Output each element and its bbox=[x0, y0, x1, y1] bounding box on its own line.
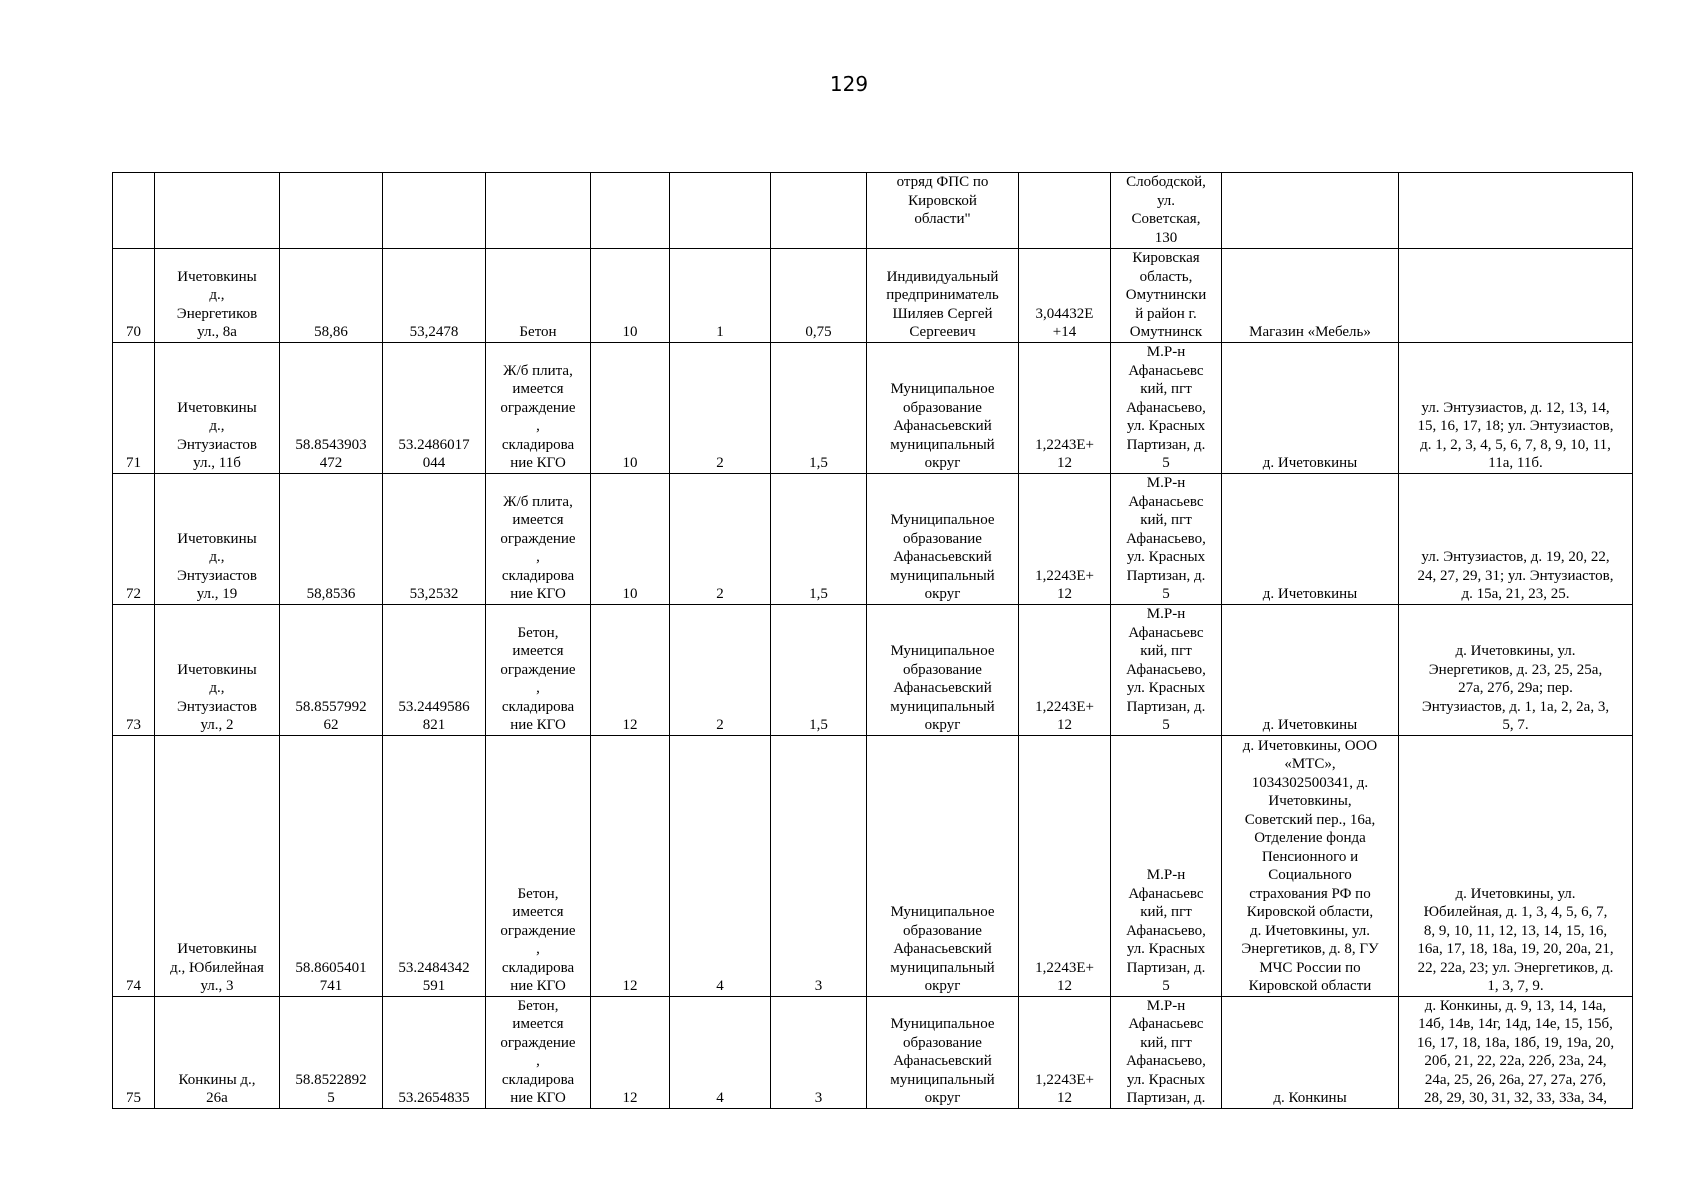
page-number: 129 bbox=[829, 72, 869, 96]
served-addresses-cell bbox=[1399, 249, 1633, 343]
ogrn-cell: 1,2243E+ 12 bbox=[1019, 473, 1111, 604]
owner-cell: Муниципальное образование Афанасьевский муниципальный округ bbox=[867, 735, 1019, 996]
served-addresses-cell: д. Ичетовкины, ул. Юбилейная, д. 1, 3, 4, 5, 6, 7, 8, 9, 10, 11, 12, 13, 14, 15, 16, 16а, 17, 18, 18а, 19, 20, 20а, 21, 22, 22а, 23; ул. Энергетиков, д. 1, 3, 7, 9. bbox=[1399, 735, 1633, 996]
served-addresses-cell: д. Конкины, д. 9, 13, 14, 14а, 14б, 14в, 14г, 14д, 14е, 15, 15б, 16, 17, 18, 18а, 18б, 19, 19а, 20, 20б, 21, 22, 22а, 22б, 23а, 24, 24а, 25, 26, 26а, 27, 27а, 27б, 28, 29, 30, 31, 32, 33, 33а, 34, bbox=[1399, 996, 1633, 1108]
owner-address-cell: Кировская область, Омутнински й район г. Омутнинск bbox=[1111, 249, 1222, 343]
owner-cell: Муниципальное образование Афанасьевский муниципальный округ bbox=[867, 604, 1019, 735]
row-number-cell: 75 bbox=[113, 996, 155, 1108]
owner-address-cell: М.Р-н Афанасьевс кий, пгт Афанасьево, ул. Красных Партизан, д. 5 bbox=[1111, 604, 1222, 735]
ogrn-cell: 1,2243E+ 12 bbox=[1019, 342, 1111, 473]
row-number-cell: 73 bbox=[113, 604, 155, 735]
site-address-cell: Ичетовкины д., Юбилейная ул., 3 bbox=[155, 735, 280, 996]
site-address-cell: Ичетовкины д., Энтузиастов ул., 2 bbox=[155, 604, 280, 735]
container-volume-cell: 1,5 bbox=[771, 342, 867, 473]
table-row bbox=[113, 342, 1633, 473]
site-address-cell: Ичетовкины д., Энтузиастов ул., 19 bbox=[155, 473, 280, 604]
owner-address-cell: М.Р-н Афанасьевс кий, пгт Афанасьево, ул. Красных Партизан, д. 5 bbox=[1111, 473, 1222, 604]
containers-count-cell: 2 bbox=[670, 604, 771, 735]
waste-source-cell: д. Конкины bbox=[1222, 996, 1399, 1108]
container-volume-cell: 3 bbox=[771, 996, 867, 1108]
row-number-cell: 74 bbox=[113, 735, 155, 996]
area-cell: 10 bbox=[591, 249, 670, 343]
table-row bbox=[113, 604, 1633, 735]
waste-source-cell: Магазин «Мебель» bbox=[1222, 249, 1399, 343]
container-volume-cell bbox=[771, 173, 867, 249]
container-volume-cell: 1,5 bbox=[771, 604, 867, 735]
latitude-cell bbox=[280, 173, 383, 249]
site-address-cell: Ичетовкины д., Энтузиастов ул., 11б bbox=[155, 342, 280, 473]
longitude-cell: 53.2654835 bbox=[383, 996, 486, 1108]
site-address-cell: Ичетовкины д., Энергетиков ул., 8а bbox=[155, 249, 280, 343]
longitude-cell bbox=[383, 173, 486, 249]
longitude-cell: 53.2484342 591 bbox=[383, 735, 486, 996]
containers-count-cell: 4 bbox=[670, 735, 771, 996]
owner-address-cell: Слободской, ул. Советская, 130 bbox=[1111, 173, 1222, 249]
containers-count-cell bbox=[670, 173, 771, 249]
latitude-cell: 58.8522892 5 bbox=[280, 996, 383, 1108]
surface-cell: Бетон bbox=[486, 249, 591, 343]
row-number-cell: 72 bbox=[113, 473, 155, 604]
longitude-cell: 53.2486017 044 bbox=[383, 342, 486, 473]
table-row bbox=[113, 473, 1633, 604]
served-addresses-cell: ул. Энтузиастов, д. 19, 20, 22, 24, 27, 29, 31; ул. Энтузиастов, д. 15а, 21, 23, 25. bbox=[1399, 473, 1633, 604]
ogrn-cell: 1,2243E+ 12 bbox=[1019, 996, 1111, 1108]
area-cell: 10 bbox=[591, 473, 670, 604]
owner-cell: Муниципальное образование Афанасьевский муниципальный округ bbox=[867, 342, 1019, 473]
area-cell: 12 bbox=[591, 996, 670, 1108]
container-volume-cell: 1,5 bbox=[771, 473, 867, 604]
served-addresses-cell: ул. Энтузиастов, д. 12, 13, 14, 15, 16, 17, 18; ул. Энтузиастов, д. 1, 2, 3, 4, 5, 6, 7, 8, 9, 10, 11, 11а, 11б. bbox=[1399, 342, 1633, 473]
ogrn-cell: 3,04432E +14 bbox=[1019, 249, 1111, 343]
waste-source-cell: д. Ичетовкины, ООО «МТС», 1034302500341, д. Ичетовкины, Советский пер., 16а, Отделение фонда Пенсионного и Социального страхования РФ по Кировской области, д. Ичетовкины, ул. Энергетиков, д. 8, ГУ МЧС России по Кировской области bbox=[1222, 735, 1399, 996]
owner-address-cell: М.Р-н Афанасьевс кий, пгт Афанасьево, ул. Красных Партизан, д. bbox=[1111, 996, 1222, 1108]
area-cell: 12 bbox=[591, 604, 670, 735]
ogrn-cell: 1,2243E+ 12 bbox=[1019, 735, 1111, 996]
table-row bbox=[113, 249, 1633, 343]
container-volume-cell: 0,75 bbox=[771, 249, 867, 343]
area-cell: 10 bbox=[591, 342, 670, 473]
latitude-cell: 58.8543903 472 bbox=[280, 342, 383, 473]
latitude-cell: 58.8605401 741 bbox=[280, 735, 383, 996]
containers-count-cell: 2 bbox=[670, 342, 771, 473]
surface-cell: Бетон, имеется ограждение , складирова ние КГО bbox=[486, 604, 591, 735]
surface-cell: Бетон, имеется ограждение , складирова ние КГО bbox=[486, 996, 591, 1108]
table-row bbox=[113, 735, 1633, 996]
longitude-cell: 53,2532 bbox=[383, 473, 486, 604]
ogrn-cell: 1,2243E+ 12 bbox=[1019, 604, 1111, 735]
site-address-cell: Конкины д., 26а bbox=[155, 996, 280, 1108]
row-number-cell: 70 bbox=[113, 249, 155, 343]
area-cell: 12 bbox=[591, 735, 670, 996]
container-volume-cell: 3 bbox=[771, 735, 867, 996]
owner-cell: Муниципальное образование Афанасьевский муниципальный округ bbox=[867, 996, 1019, 1108]
latitude-cell: 58.8557992 62 bbox=[280, 604, 383, 735]
latitude-cell: 58,8536 bbox=[280, 473, 383, 604]
owner-cell: Индивидуальный предприниматель Шиляев Сергей Сергеевич bbox=[867, 249, 1019, 343]
waste-source-cell: д. Ичетовкины bbox=[1222, 473, 1399, 604]
owner-address-cell: М.Р-н Афанасьевс кий, пгт Афанасьево, ул. Красных Партизан, д. 5 bbox=[1111, 735, 1222, 996]
containers-count-cell: 4 bbox=[670, 996, 771, 1108]
waste-source-cell bbox=[1222, 173, 1399, 249]
surface-cell bbox=[486, 173, 591, 249]
owner-cell: Муниципальное образование Афанасьевский муниципальный округ bbox=[867, 473, 1019, 604]
area-cell bbox=[591, 173, 670, 249]
containers-count-cell: 2 bbox=[670, 473, 771, 604]
container-sites-table bbox=[112, 172, 1633, 1109]
row-number-cell bbox=[113, 173, 155, 249]
containers-count-cell: 1 bbox=[670, 249, 771, 343]
owner-cell: отряд ФПС по Кировской области" bbox=[867, 173, 1019, 249]
surface-cell: Ж/б плита, имеется ограждение , складирова ние КГО bbox=[486, 473, 591, 604]
longitude-cell: 53.2449586 821 bbox=[383, 604, 486, 735]
longitude-cell: 53,2478 bbox=[383, 249, 486, 343]
served-addresses-cell: д. Ичетовкины, ул. Энергетиков, д. 23, 25, 25а, 27а, 27б, 29а; пер. Энтузиастов, д. 1, 1а, 2, 2а, 3, 5, 7. bbox=[1399, 604, 1633, 735]
waste-source-cell: д. Ичетовкины bbox=[1222, 604, 1399, 735]
table-row bbox=[113, 173, 1633, 249]
waste-source-cell: д. Ичетовкины bbox=[1222, 342, 1399, 473]
table-row bbox=[113, 996, 1633, 1108]
owner-address-cell: М.Р-н Афанасьевс кий, пгт Афанасьево, ул. Красных Партизан, д. 5 bbox=[1111, 342, 1222, 473]
ogrn-cell bbox=[1019, 173, 1111, 249]
served-addresses-cell bbox=[1399, 173, 1633, 249]
surface-cell: Бетон, имеется ограждение , складирова ние КГО bbox=[486, 735, 591, 996]
site-address-cell bbox=[155, 173, 280, 249]
row-number-cell: 71 bbox=[113, 342, 155, 473]
surface-cell: Ж/б плита, имеется ограждение , складирова ние КГО bbox=[486, 342, 591, 473]
latitude-cell: 58,86 bbox=[280, 249, 383, 343]
